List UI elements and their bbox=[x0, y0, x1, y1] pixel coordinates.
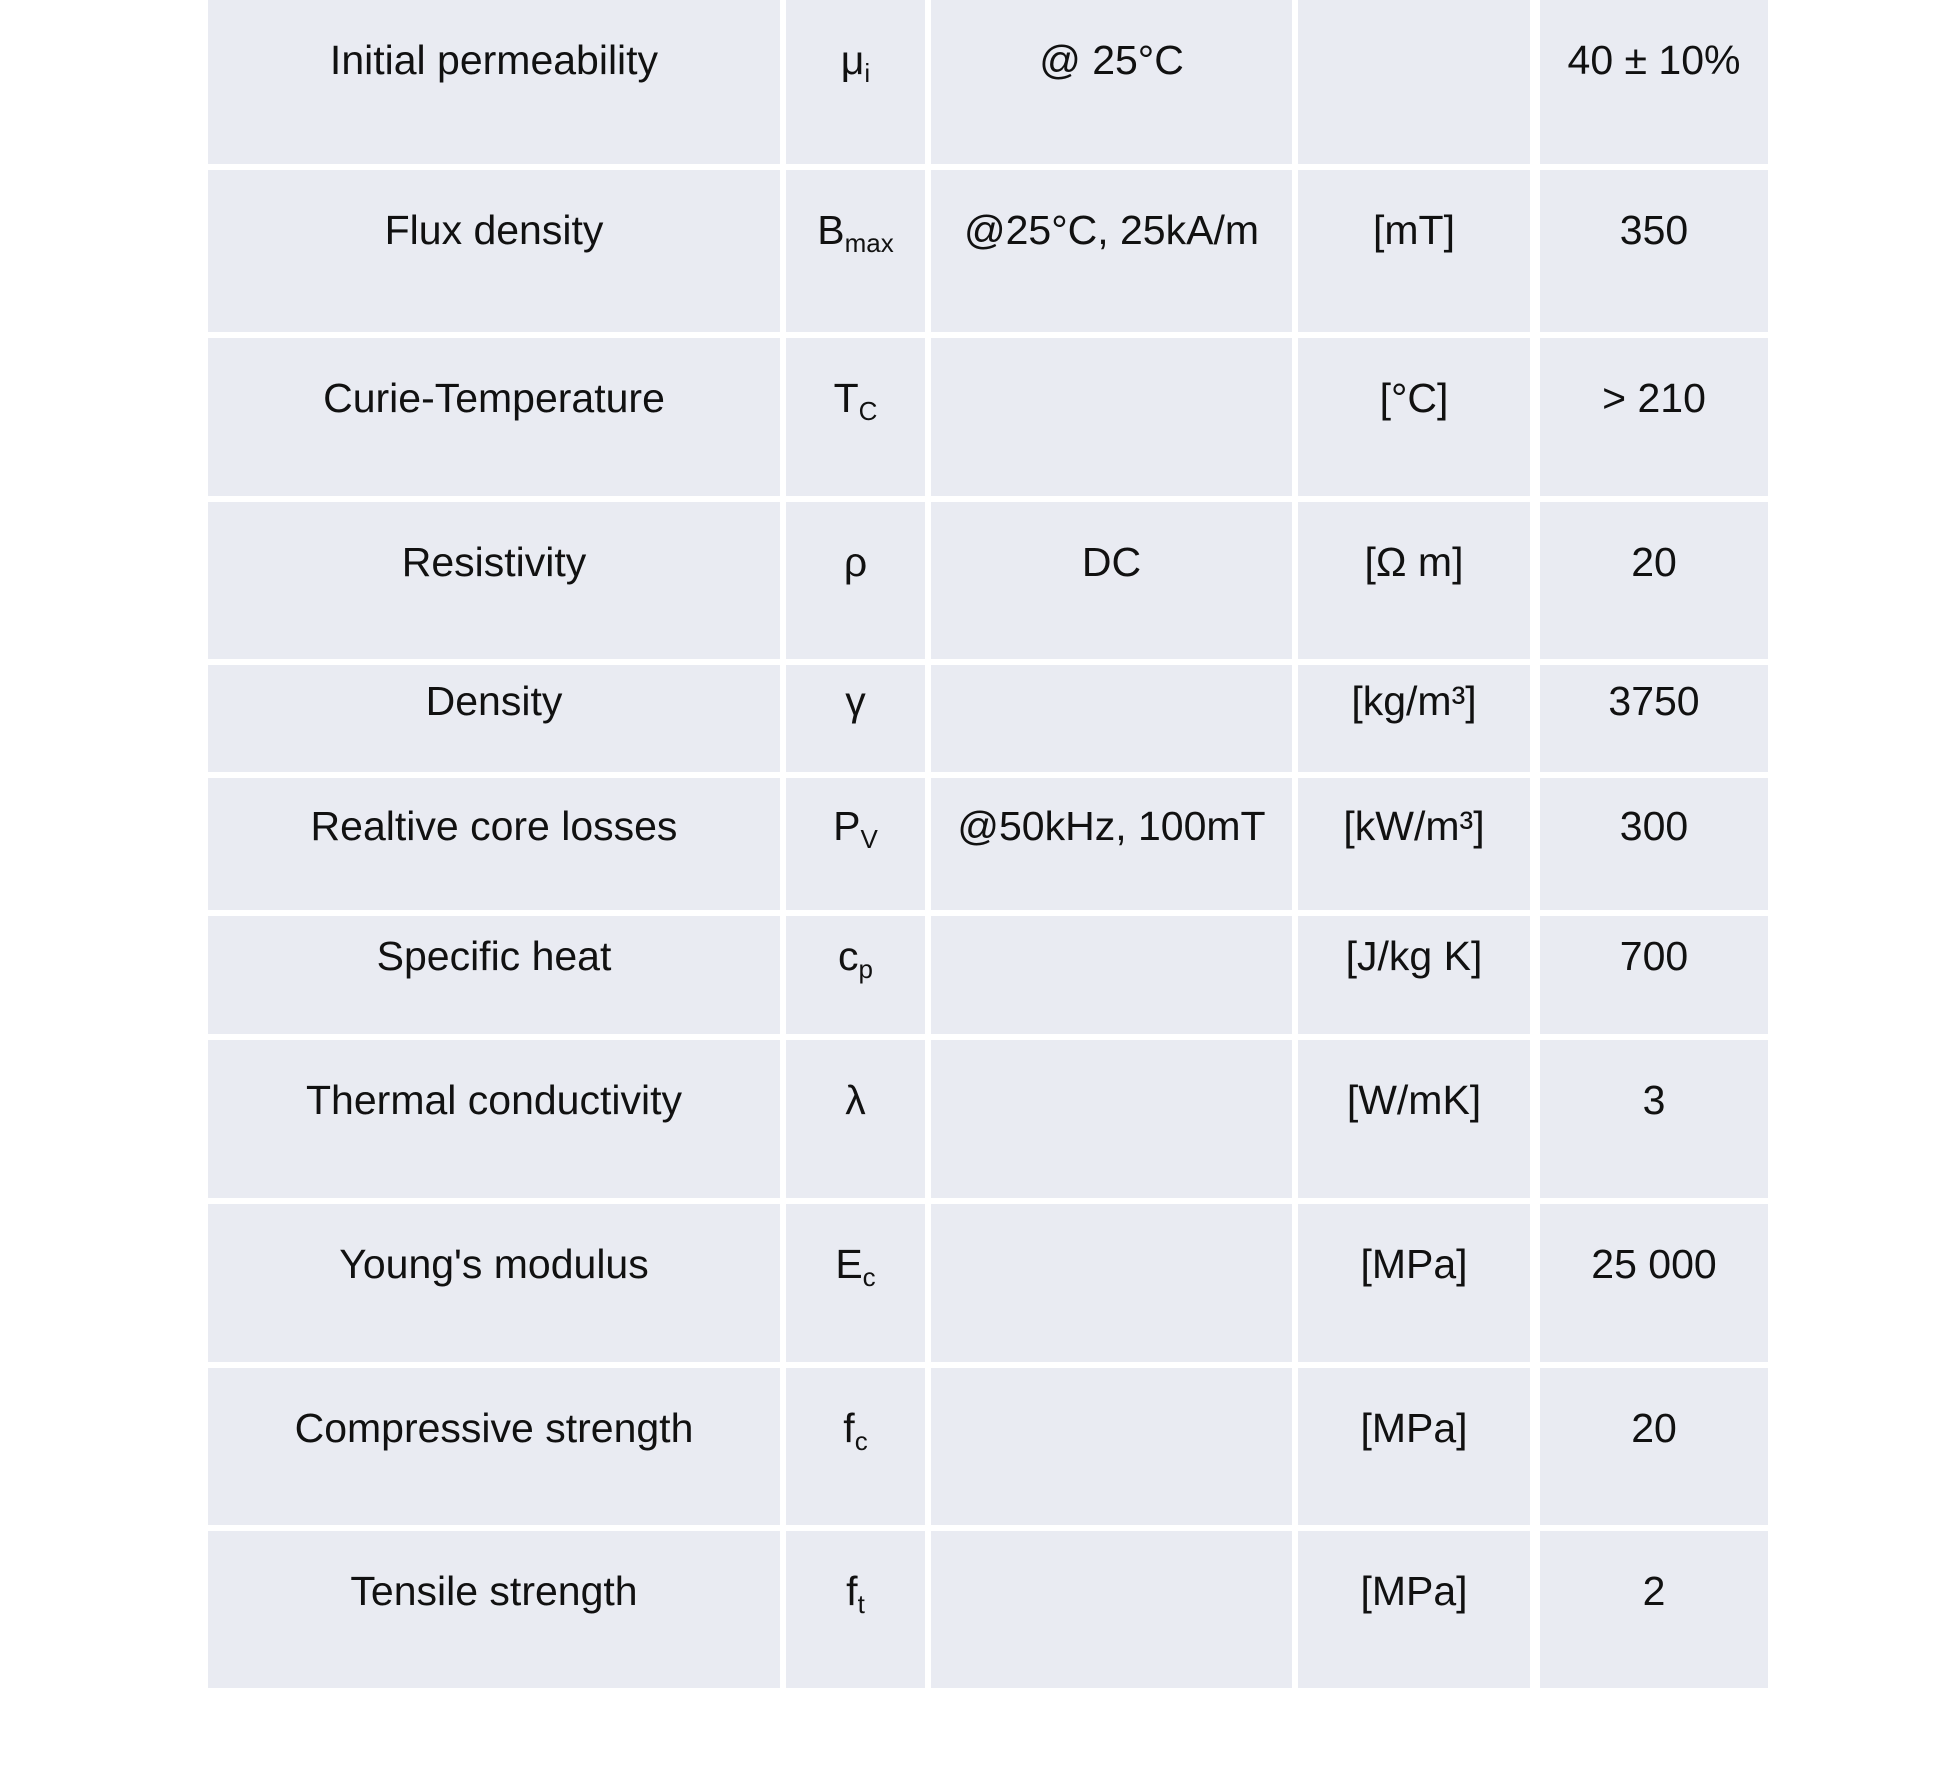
symbol-cell bbox=[783, 1201, 928, 1365]
property-cell: Density bbox=[208, 662, 783, 775]
symbol-text: E bbox=[835, 1241, 863, 1287]
value-cell: 40 ± 10% bbox=[1535, 0, 1768, 167]
value-cell: 20 bbox=[1535, 1365, 1768, 1528]
unit-cell: [°C] bbox=[1295, 335, 1535, 499]
unit-cell: [Ω m] bbox=[1295, 499, 1535, 662]
symbol-text: ρ bbox=[843, 539, 868, 585]
value-cell: 3750 bbox=[1535, 662, 1768, 775]
symbol-cell bbox=[783, 1528, 928, 1691]
property-cell: Initial permeability bbox=[208, 0, 783, 167]
symbol-text: f bbox=[843, 1405, 855, 1451]
symbol-text: μ bbox=[840, 37, 865, 83]
condition-cell bbox=[928, 1201, 1295, 1365]
unit-cell: [MPa] bbox=[1295, 1365, 1535, 1528]
symbol-text: c bbox=[838, 933, 859, 979]
value-cell: 2 bbox=[1535, 1528, 1768, 1691]
table-row bbox=[208, 1201, 1768, 1365]
table-row bbox=[208, 499, 1768, 662]
symbol-text: λ bbox=[845, 1077, 866, 1123]
condition-cell bbox=[928, 913, 1295, 1037]
unit-cell: [J/kg K] bbox=[1295, 913, 1535, 1037]
symbol-subscript: t bbox=[857, 1589, 865, 1619]
condition-cell bbox=[928, 1037, 1295, 1201]
symbol-subscript: c bbox=[862, 1262, 876, 1292]
condition-cell bbox=[928, 1528, 1295, 1691]
condition-cell: @ 25°C bbox=[928, 0, 1295, 167]
table-row bbox=[208, 335, 1768, 499]
symbol-subscript: V bbox=[860, 824, 878, 854]
symbol-subscript: i bbox=[864, 58, 871, 88]
material-properties-table bbox=[208, 0, 1768, 1694]
condition-cell: DC bbox=[928, 499, 1295, 662]
property-cell: Specific heat bbox=[208, 913, 783, 1037]
unit-cell: [mT] bbox=[1295, 167, 1535, 335]
symbol-cell bbox=[783, 0, 928, 167]
symbol-cell bbox=[783, 775, 928, 913]
symbol-cell bbox=[783, 1037, 928, 1201]
symbol-cell bbox=[783, 1365, 928, 1528]
value-cell: 20 bbox=[1535, 499, 1768, 662]
value-cell: 25 000 bbox=[1535, 1201, 1768, 1365]
condition-cell bbox=[928, 335, 1295, 499]
property-cell: Flux density bbox=[208, 167, 783, 335]
property-cell: Tensile strength bbox=[208, 1528, 783, 1691]
property-cell: Thermal conductivity bbox=[208, 1037, 783, 1201]
symbol-text: f bbox=[846, 1568, 858, 1614]
unit-cell: [kW/m³] bbox=[1295, 775, 1535, 913]
value-cell: > 210 bbox=[1535, 335, 1768, 499]
condition-cell bbox=[928, 662, 1295, 775]
symbol-cell bbox=[783, 913, 928, 1037]
symbol-subscript: p bbox=[858, 954, 873, 984]
property-cell: Realtive core losses bbox=[208, 775, 783, 913]
unit-cell: [MPa] bbox=[1295, 1528, 1535, 1691]
value-cell: 350 bbox=[1535, 167, 1768, 335]
symbol-text: γ bbox=[845, 678, 866, 724]
table-row bbox=[208, 1528, 1768, 1691]
value-cell: 300 bbox=[1535, 775, 1768, 913]
table-row bbox=[208, 1037, 1768, 1201]
symbol-text: P bbox=[833, 803, 861, 849]
table-row bbox=[208, 913, 1768, 1037]
symbol-cell bbox=[783, 167, 928, 335]
symbol-cell bbox=[783, 499, 928, 662]
unit-cell: [kg/m³] bbox=[1295, 662, 1535, 775]
material-properties-table-container bbox=[208, 0, 1768, 1694]
symbol-text: T bbox=[833, 375, 859, 421]
table-row bbox=[208, 167, 1768, 335]
table-row bbox=[208, 662, 1768, 775]
unit-cell bbox=[1295, 0, 1535, 167]
property-cell: Young's modulus bbox=[208, 1201, 783, 1365]
property-cell: Compressive strength bbox=[208, 1365, 783, 1528]
symbol-cell bbox=[783, 335, 928, 499]
value-cell: 700 bbox=[1535, 913, 1768, 1037]
condition-cell bbox=[928, 1365, 1295, 1528]
symbol-cell bbox=[783, 662, 928, 775]
symbol-subscript: c bbox=[854, 1426, 868, 1456]
property-cell: Resistivity bbox=[208, 499, 783, 662]
unit-cell: [W/mK] bbox=[1295, 1037, 1535, 1201]
property-cell: Curie-Temperature bbox=[208, 335, 783, 499]
table-row bbox=[208, 1365, 1768, 1528]
value-cell: 3 bbox=[1535, 1037, 1768, 1201]
unit-cell: [MPa] bbox=[1295, 1201, 1535, 1365]
condition-cell: @25°C, 25kA/m bbox=[928, 167, 1295, 335]
table-row bbox=[208, 0, 1768, 167]
table-row bbox=[208, 775, 1768, 913]
condition-cell: @50kHz, 100mT bbox=[928, 775, 1295, 913]
symbol-subscript: C bbox=[858, 396, 878, 426]
symbol-text: B bbox=[817, 207, 845, 253]
symbol-subscript: max bbox=[844, 228, 894, 258]
